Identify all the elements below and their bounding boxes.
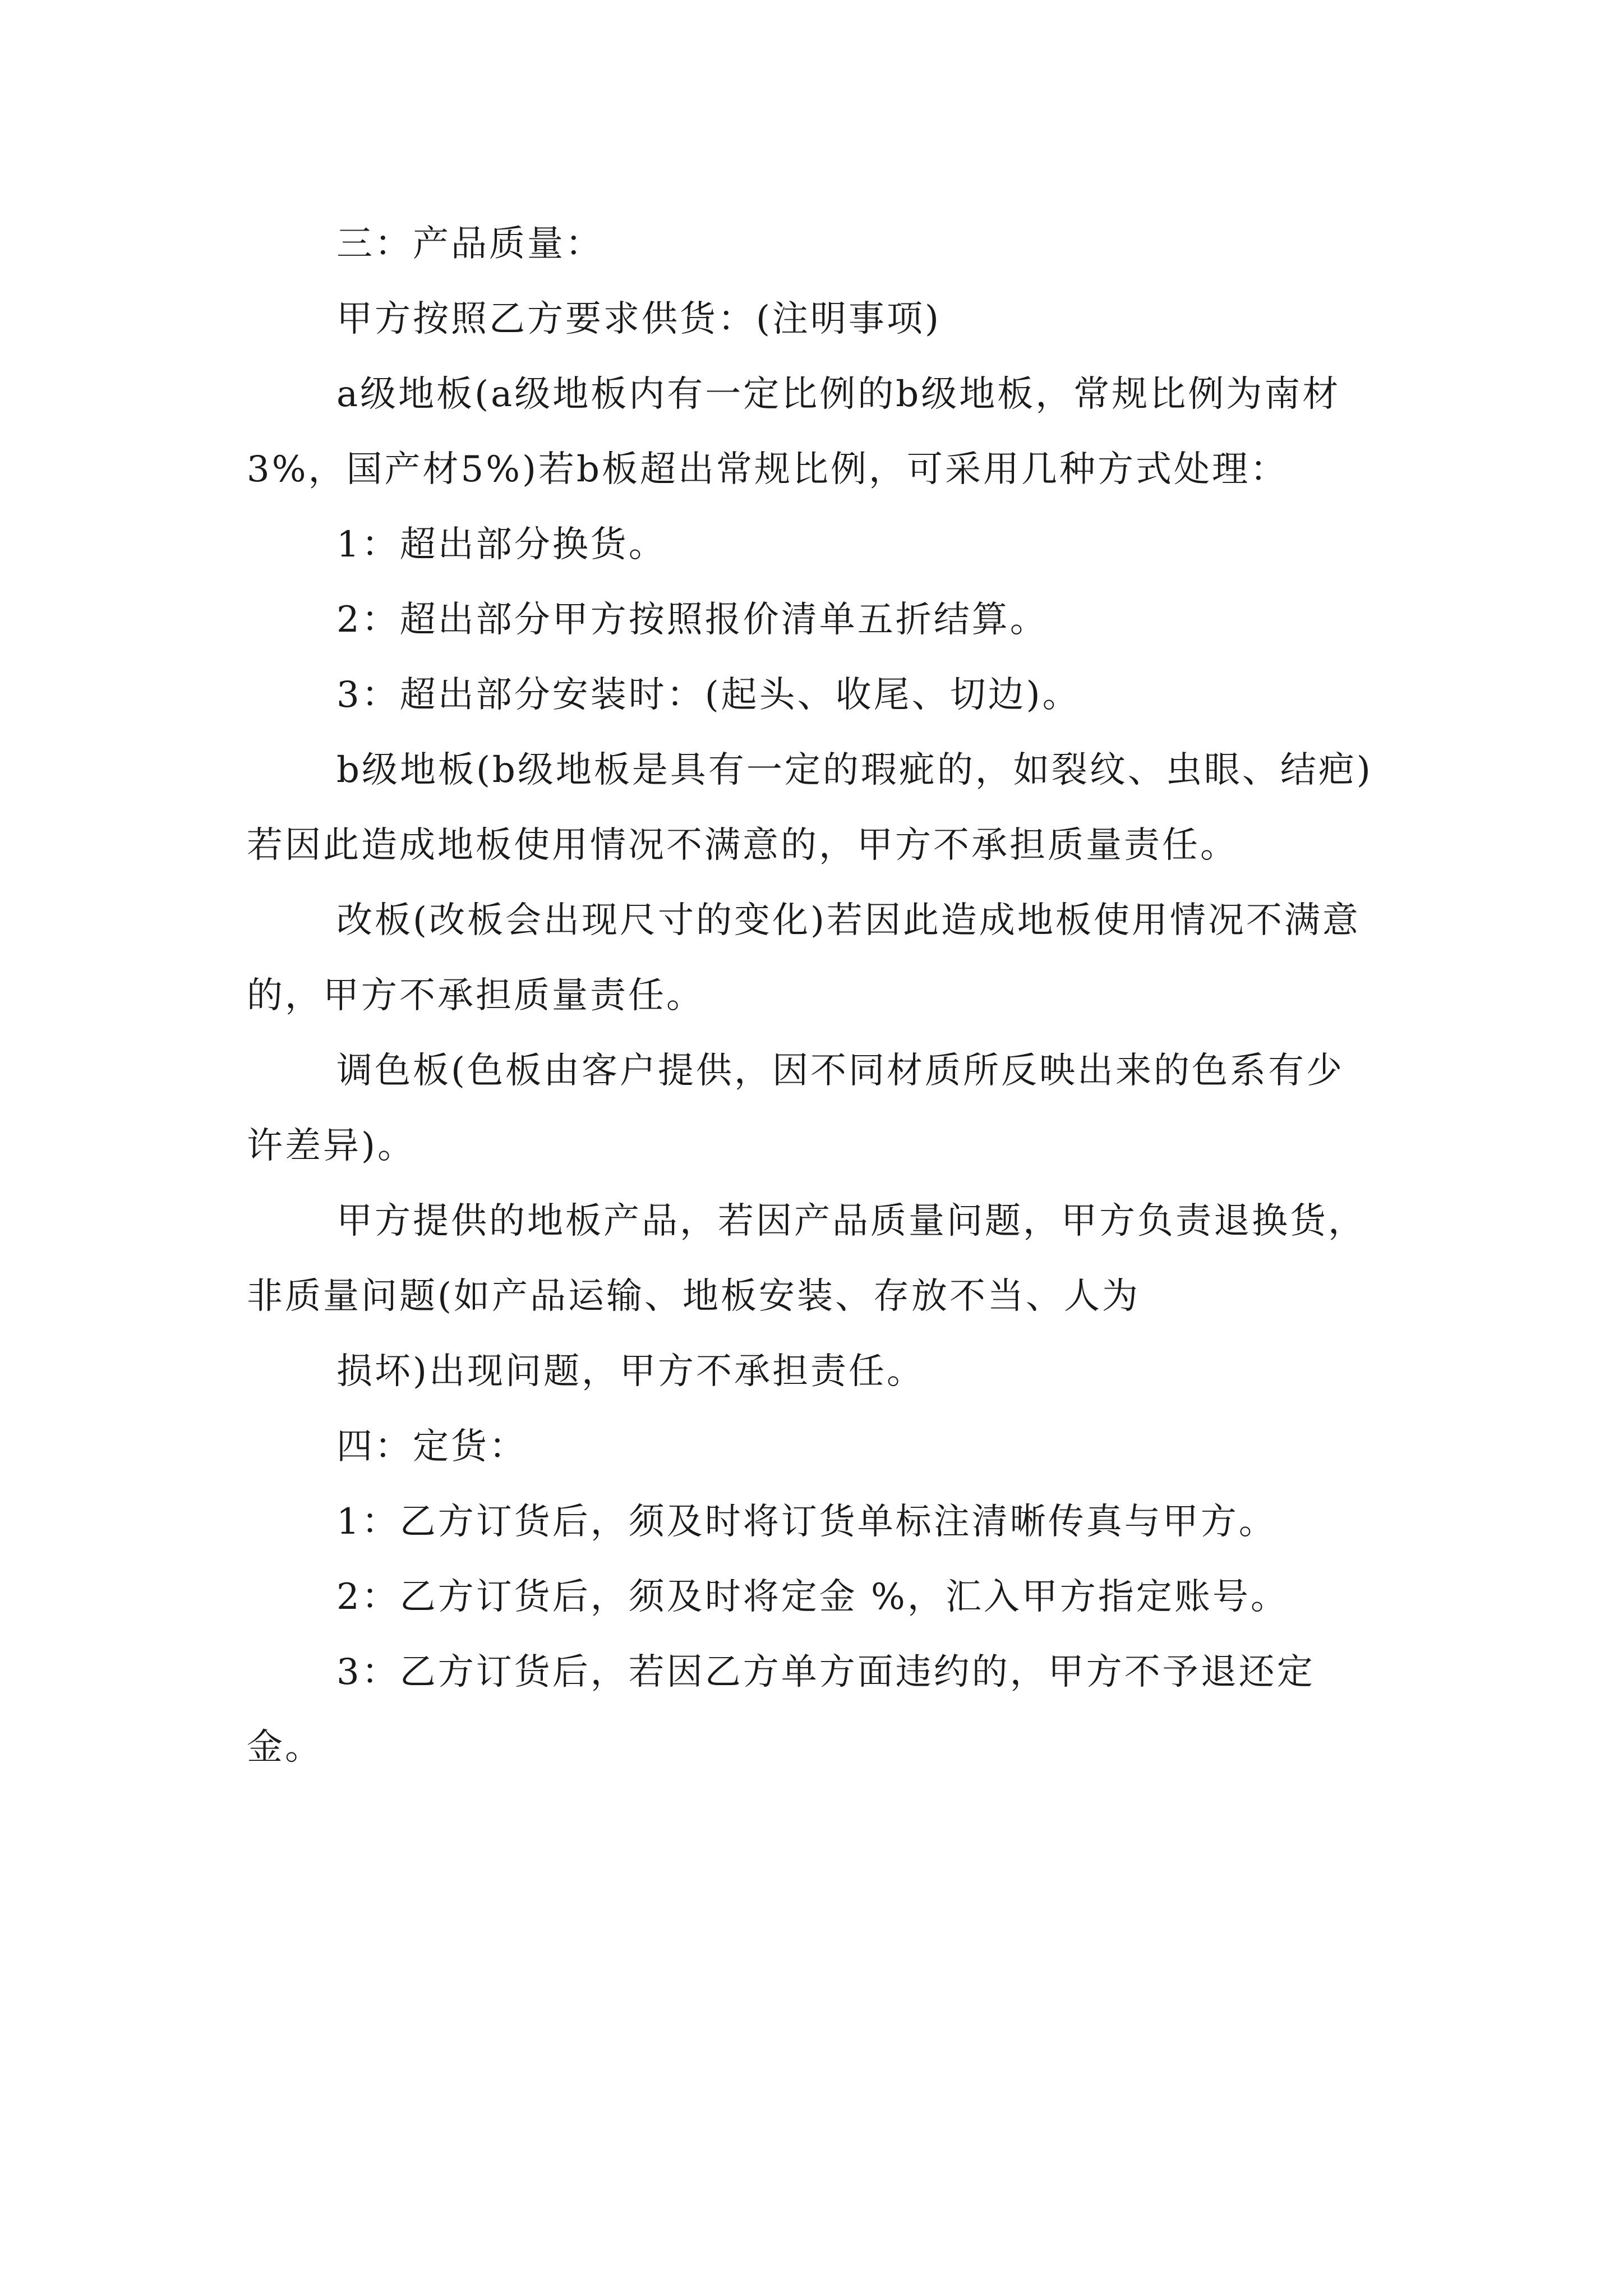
section-heading-quality: 三：产品质量： (336, 223, 603, 265)
paragraph-modified-board: 改板(改板会出现尺寸的变化)若因此造成地板使用情况不满意的，甲方不承担质量责任。 (247, 900, 1361, 1016)
paragraph-grade-a: a级地板(a级地板内有一定比例的b级地板，常规比例为南材3%，国产材5%)若b板超出常规比例，可采用几种方式处理： (247, 374, 1341, 490)
section-heading-ordering: 四：定货： (336, 1426, 527, 1467)
paragraph-grade-b: b级地板(b级地板是具有一定的瑕疵的，如裂纹、虫眼、结疤)若因此造成地板使用情况不满意的，甲方不承担质量责任。 (247, 749, 1373, 866)
document-body (247, 206, 1380, 1785)
paragraph-supply-terms: 甲方按照乙方要求供货：(注明事项) (336, 298, 941, 340)
paragraph-return-policy-continued: 损坏)出现问题，甲方不承担责任。 (336, 1351, 925, 1392)
paragraph-color-board: 调色板(色板由客户提供，因不同材质所反映出来的色系有少许差异)。 (247, 1050, 1344, 1167)
list-item-exchange: 1：超出部分换货。 (336, 524, 667, 565)
list-item-order-fax: 1：乙方订货后，须及时将订货单标注清晰传真与甲方。 (336, 1501, 1277, 1543)
list-item-install-use: 3：超出部分安装时：(起头、收尾、切边)。 (336, 674, 1081, 716)
list-item-deposit: 2：乙方订货后，须及时将定金 %，汇入甲方指定账号。 (336, 1576, 1289, 1618)
list-item-half-price: 2：超出部分甲方按照报价清单五折结算。 (336, 599, 1048, 641)
paragraph-return-policy: 甲方提供的地板产品，若因产品质量问题，甲方负责退换货，非质量问题(如产品运输、地板安装、存放不当、人为 (247, 1200, 1366, 1317)
list-item-breach: 3：乙方订货后，若因乙方单方面违约的，甲方不予退还定金。 (247, 1651, 1315, 1768)
